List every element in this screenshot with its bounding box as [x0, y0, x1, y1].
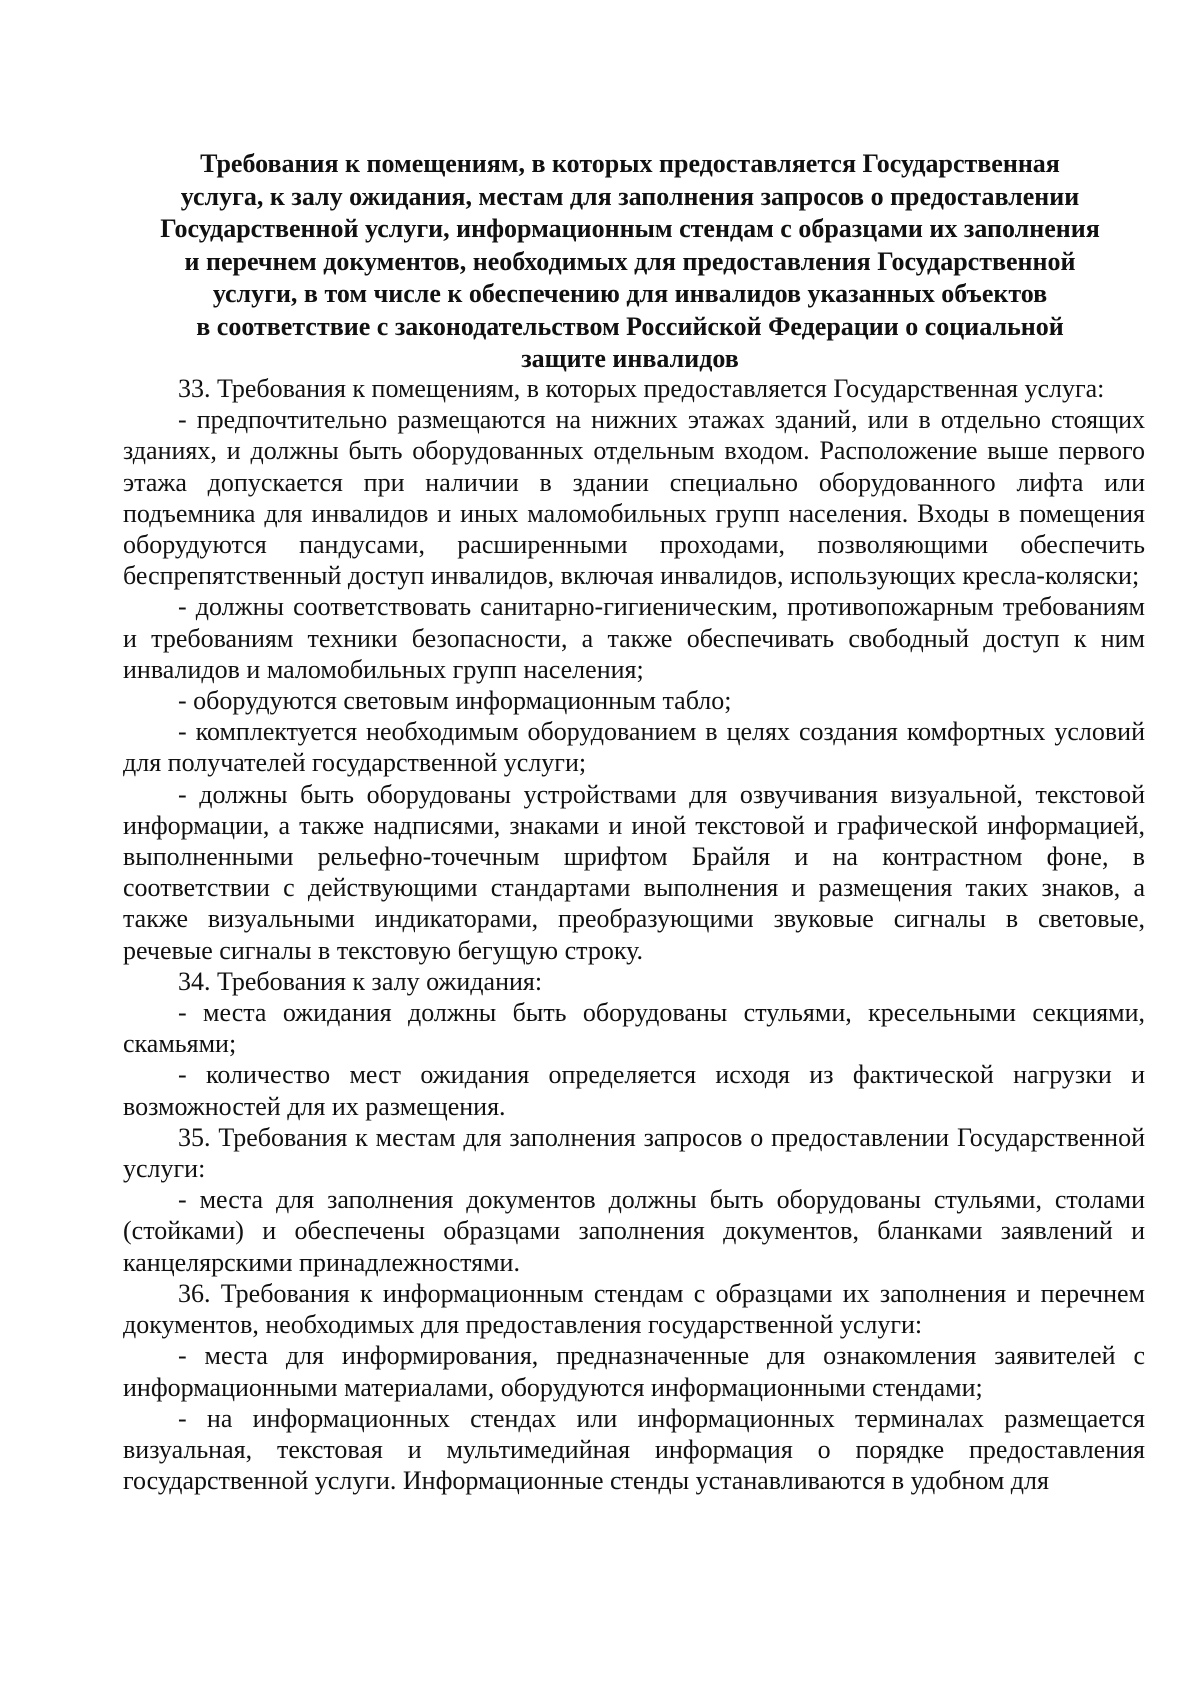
heading-line: услуга, к залу ожидания, местам для заполнения запросов о предоставлении — [180, 181, 1080, 211]
paragraph-item: - должны быть оборудованы устройствами для озвучивания визуальной, текстовой информации, а также надписями, знаками и иной текстовой и графической информацией, выполненными рельефно-точечным шрифтом Брайля и на контрастном фоне, в соответствии с действующими стандартами выполнения и размещения таких знаков, а также визуальными индикаторами, преобразующими звуковые сигналы в световые, речевые сигналы в текстовую бегущую строку. — [123, 779, 1145, 965]
heading-line: Государственной услуги, информационным стендам с образцами их заполнения — [160, 214, 1100, 243]
paragraph-item: - места для информирования, предназначенные для ознакомления заявителей с информационными материалами, оборудуются информационными стендами; — [123, 1341, 1145, 1402]
paragraph-36: 36. Требования к информационным стендам с образцами их заполнения и перечнем документов, необходимых для предоставления государственной услуги: — [123, 1278, 1145, 1340]
paragraph-item: - количество мест ожидания определяется исходя из фактической нагрузки и возможностей для их размещения. — [123, 1060, 1145, 1121]
paragraph-33: 33. Требования к помещениям, в которых предоставляется Государственная услуга: — [178, 374, 1105, 403]
section-heading — [110, 148, 1150, 376]
heading-line: и перечнем документов, необходимых для предоставления Государственной — [184, 246, 1076, 276]
heading-line: услуги, в том числе к обеспечению для инвалидов указанных объектов — [212, 279, 1048, 308]
paragraph-35: 35. Требования к местам для заполнения запросов о предоставлении Государственной услуги: — [123, 1122, 1145, 1184]
heading-line: защите инвалидов — [521, 344, 739, 373]
paragraph-item: - предпочтительно размещаются на нижних этажах зданий, или в отдельно стоящих зданиях, и должны быть оборудованных отдельным входом. Расположение выше первого этажа допускается при наличии в здании специально оборудованного лифта или подъемника для инвалидов и иных маломобильных групп населения. Входы в помещения оборудуются пандусами, расширенными проходами, позволяющими обеспечить беспрепятственный доступ инвалидов, включая инвалидов, использующих кресла-коляски; — [123, 405, 1145, 591]
heading-line: Требования к помещениям, в которых предоставляется Государственная — [200, 149, 1060, 178]
heading-line: в соответствие с законодательством Российской Федерации о социальной — [196, 311, 1064, 341]
paragraph-item: - места ожидания должны быть оборудованы стульями, кресельными секциями, скамьями; — [123, 998, 1145, 1059]
paragraph-item: - комплектуется необходимым оборудованием в целях создания комфортных условий для получателей государственной услуги; — [123, 717, 1145, 778]
paragraph-item: - оборудуются световым информационным табло; — [178, 686, 732, 716]
paragraph-item: - места для заполнения документов должны быть оборудованы стульями, столами (стойками) и обеспечены образцами заполнения документов, бланками заявлений и канцелярскими принадлежностями. — [123, 1185, 1145, 1277]
paragraph-34: 34. Требования к залу ожидания: — [178, 966, 543, 996]
document-body — [123, 373, 1145, 1496]
paragraph-item: - на информационных стендах или информационных терминалах размещается визуальная, текстовая и мультимедийная информация о порядке предоставления государственной услуги. Информационные стенды устанавливаются в удобном для — [123, 1403, 1145, 1496]
paragraph-item: - должны соответствовать санитарно-гигиеническим, противопожарным требованиям и требованиям техники безопасности, а также обеспечивать свободный доступ к ним инвалидов и маломобильных групп населения; — [123, 592, 1145, 684]
